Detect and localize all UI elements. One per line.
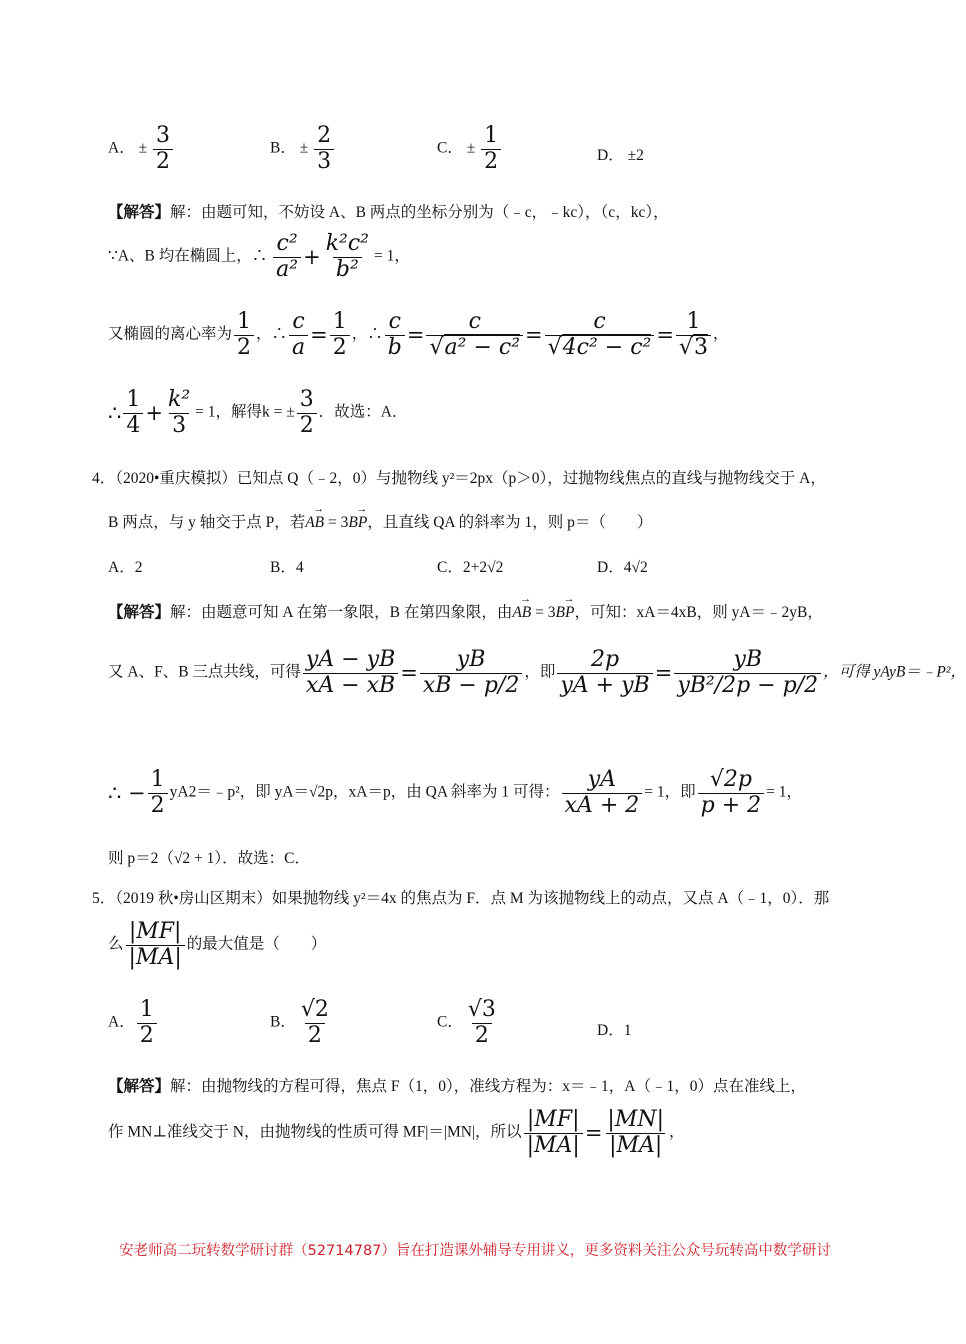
q4-solution-line-4: 则 p＝2（√2 + 1）．故选：C． bbox=[108, 850, 310, 867]
q3-solution-line-1: 【解答】解：由题可知，不妨设 A、B 两点的坐标分别为（﹣c，﹣kc），（c，kc）， bbox=[108, 204, 669, 221]
q5-option-a: A． $\frac{1}{2}$ bbox=[108, 998, 159, 1048]
q5-option-c: C． $\frac{√3}{2}$ bbox=[437, 997, 496, 1048]
footer-banner: 安老师高二玩转数学研讨群（52714787）旨在打造课外辅导专用讲义，更多资料关注公众号玩转高中数学研讨 bbox=[119, 1243, 831, 1259]
q4-option-c: C．2+2√2 bbox=[437, 559, 504, 576]
q3-option-a: A． ± $\frac{3}{2}$ bbox=[108, 124, 175, 174]
q4-solution-line-1: 【解答】解：由题意可知 A 在第一象限，B 在第四象限，由→ AB = 3→ BP，可知：xA＝4xB，则 yA＝﹣2yB， bbox=[108, 600, 823, 622]
q5-stem-line-1: 5．（2019 秋•房山区期末）如果抛物线 y²＝4x 的焦点为 F．点 M 为该抛物线上的动点，又点 A（﹣1，0）．那 bbox=[92, 890, 830, 907]
q4-stem-line-1: 4．（2020•重庆模拟）已知点 Q（﹣2，0）与抛物线 y²＝2px（p＞0），过抛物线焦点的直线与抛物线交于 A， bbox=[92, 470, 826, 487]
q5-option-b: B． $\frac{√2}{2}$ bbox=[270, 997, 329, 1048]
q3-solution-line-3: 又椭圆的离心率为 $\frac{1}{2}$ ，∴ $\frac{c}{a}$ = $\frac{1}{2}$ ，∴ $\frac{c}{b}$ = $\frac{c}{\text{√a² − c²}}$ = $\frac{c}{\text{√4c² − c²}}$ = $\frac{1}{√3}$ ， bbox=[108, 309, 729, 360]
q3-option-d: D． ±2 bbox=[597, 147, 644, 164]
q4-solution-line-2: 又 A、F、B 三点共线，可得 $\frac{yA - yB}{xA - xB}$ = $\frac{yB}{xB - p/2}$ ，即 $\frac{2p}{yA + yB}$ = $\frac{yB}{\text{yB²/2p − p/2}}$ ，可得 yAyB＝﹣P²， bbox=[108, 647, 966, 698]
q3-solution-line-2: ∵A、B 均在椭圆上，∴ $\frac{\text{c²}}{\text{a²}}$ + $\frac{\text{k²c²}}{\text{b²}}$ = 1， bbox=[108, 231, 410, 282]
q5-stem-line-2: 么 $\frac{|MF|}{|MA|}$ 的最大值是（ ） bbox=[108, 919, 327, 970]
q3-solution-line-4: ∴ $\frac{1}{4}$ + $\frac{\text{k²}}{3}$ = 1，解得k = ± $\frac{3}{2}$ ．故选：A． bbox=[108, 387, 408, 438]
q4-stem-line-2: B 两点，与 y 轴交于点 P，若→ AB = 3→ BP，且直线 QA 的斜率为 1，则 p＝（ ） bbox=[108, 510, 652, 532]
q5-solution-line-2: 作 MN⊥准线交于 N，由抛物线的性质可得 MF|＝|MN|，所以 $\frac{|MF|}{|MA|}$ = $\frac{|MN|}{|MA|}$ ， bbox=[108, 1107, 685, 1158]
q4-solution-line-3: ∴ − $\frac{1}{2}$ yA2＝﹣p²，即 yA＝√2p，xA＝p，由 QA 斜率为 1 可得： $\frac{yA}{xA + 2}$ = 1，即 $\frac{√2p}{p + 2}$ = 1， bbox=[108, 767, 803, 818]
q5-option-d: D．1 bbox=[597, 1022, 632, 1039]
q3-option-b: B． ± $\frac{2}{3}$ bbox=[270, 124, 336, 174]
q4-option-a: A．2 bbox=[108, 559, 143, 576]
q4-option-d: D．4√2 bbox=[597, 559, 648, 576]
q5-solution-line-1: 【解答】解：由抛物线的方程可得，焦点 F（1，0），准线方程为：x＝﹣1，A（﹣1，0）点在准线上， bbox=[108, 1078, 806, 1095]
q3-option-c: C． ± $\frac{1}{2}$ bbox=[437, 124, 503, 174]
q4-option-b: B．4 bbox=[270, 559, 304, 576]
